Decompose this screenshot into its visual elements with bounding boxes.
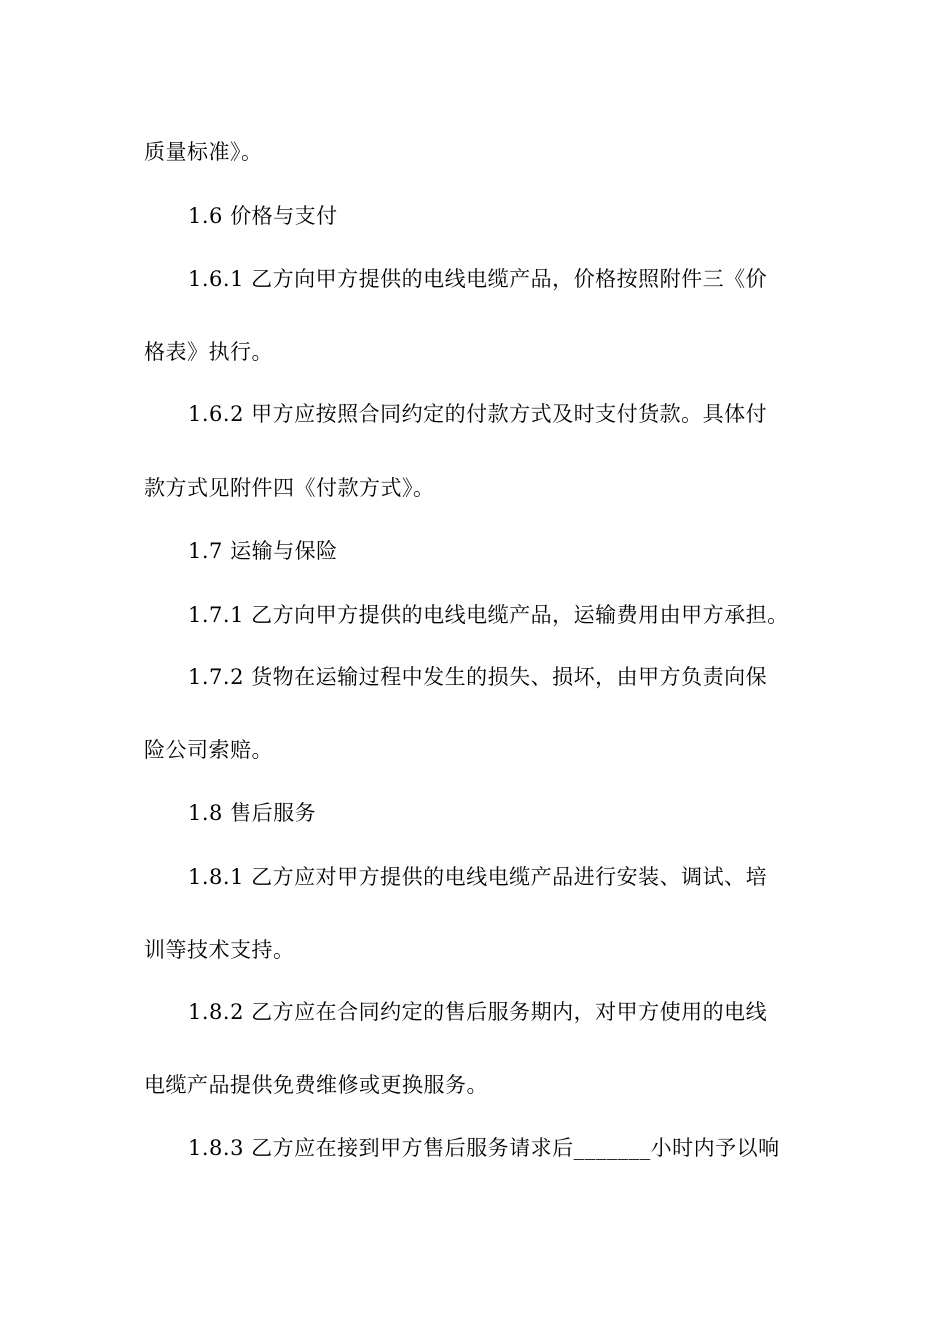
text-line: 1.8.1 乙方应对甲方提供的电线电缆产品进行安装、调试、培 — [188, 865, 768, 889]
text-line: 险公司索赔。 — [144, 738, 273, 762]
text-line: 质量标准》。 — [144, 140, 263, 164]
text-line: 1.8.2 乙方应在合同约定的售后服务期内，对甲方使用的电线 — [188, 1000, 768, 1024]
section-heading: 1.7 运输与保险 — [188, 539, 338, 563]
text-line: 1.6.2 甲方应按照合同约定的付款方式及时支付货款。具体付 — [188, 402, 768, 426]
text-line: 款方式见附件四《付款方式》。 — [144, 476, 435, 500]
text-line: 电缆产品提供免费维修或更换服务。 — [144, 1073, 488, 1097]
text-line: 1.8.3 乙方应在接到甲方售后服务请求后_______小时内予以响 — [188, 1136, 780, 1160]
text-line: 1.6.1 乙方向甲方提供的电线电缆产品，价格按照附件三《价 — [188, 267, 768, 291]
text-line: 1.7.2 货物在运输过程中发生的损失、损坏，由甲方负责向保 — [188, 665, 768, 689]
text-line: 格表》执行。 — [144, 340, 273, 364]
section-heading: 1.8 售后服务 — [188, 801, 317, 825]
text-line: 1.7.1 乙方向甲方提供的电线电缆产品，运输费用由甲方承担。 — [188, 603, 789, 627]
text-line: 训等技术支持。 — [144, 938, 295, 962]
section-heading: 1.6 价格与支付 — [188, 204, 338, 228]
